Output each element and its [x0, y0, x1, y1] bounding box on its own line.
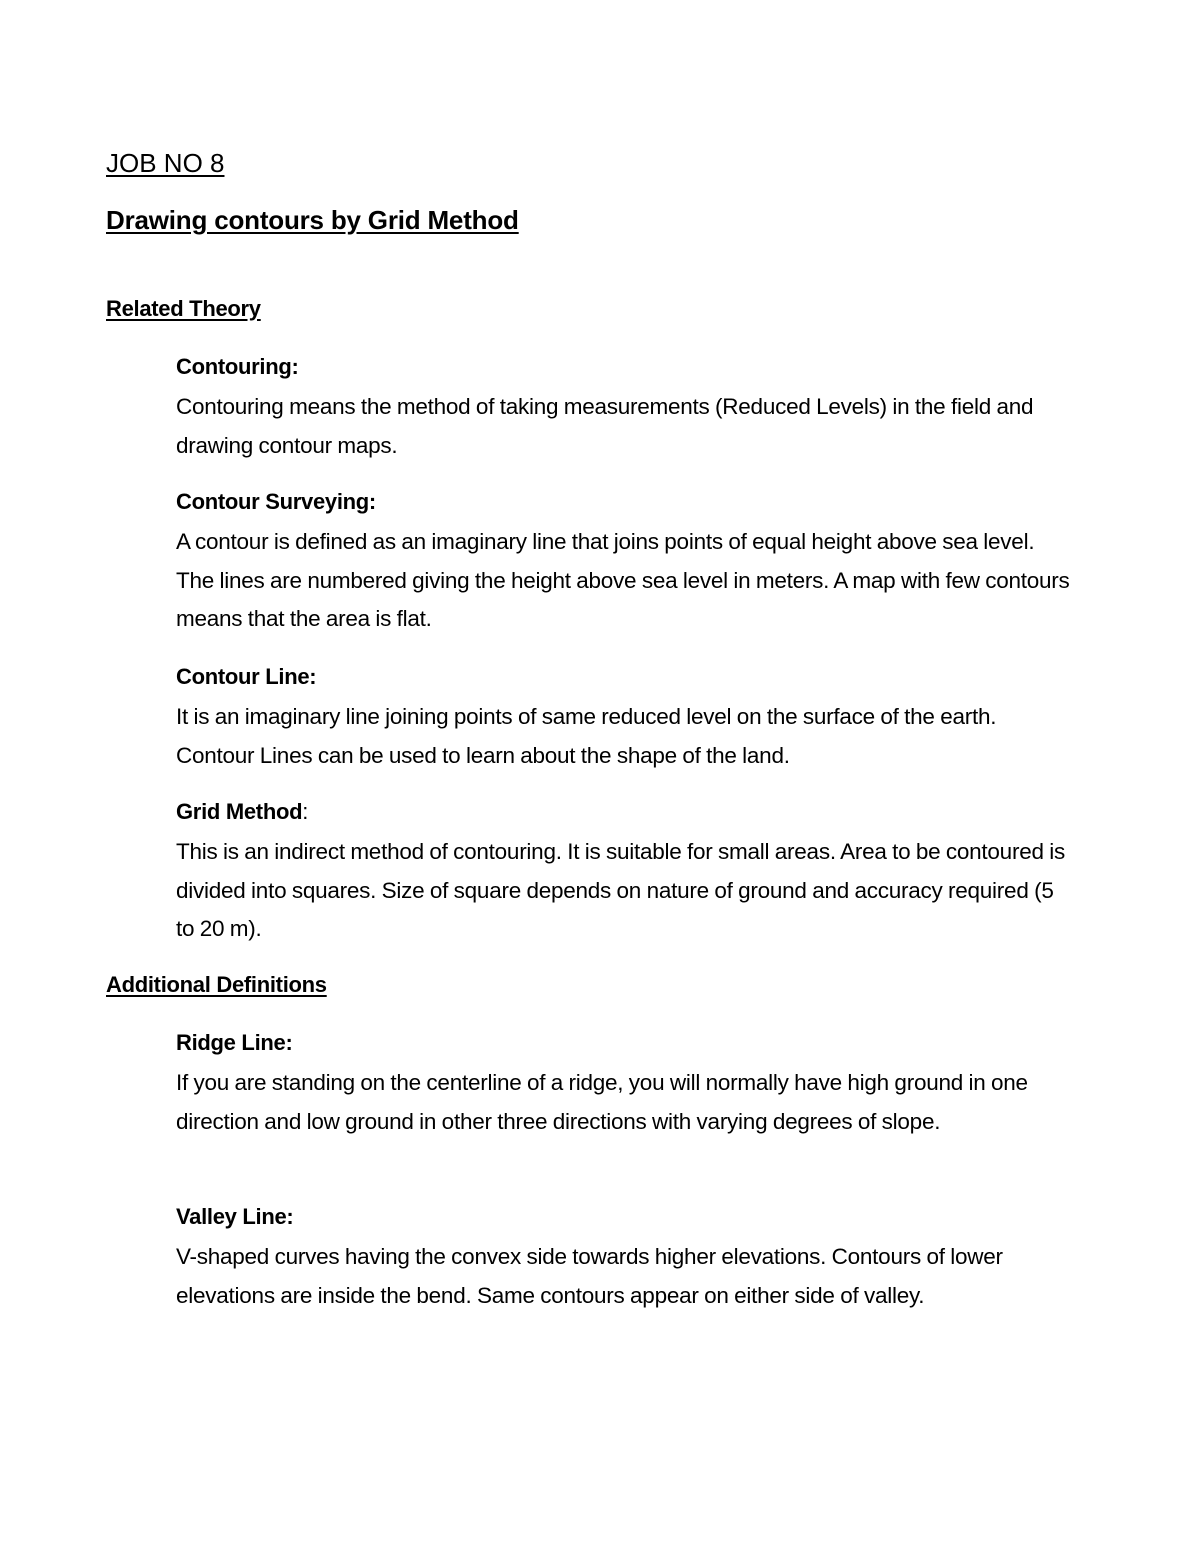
term-title: [176, 797, 1076, 827]
term-valley-line: [176, 1202, 1076, 1315]
term-grid-method: [176, 797, 1076, 949]
term-title: Contouring:: [176, 354, 299, 379]
term-ridge-line: [176, 1028, 1076, 1141]
term-title-text: Grid Method: [176, 799, 303, 824]
term-contour-line: [176, 662, 1076, 775]
page-title: Drawing contours by Grid Method: [106, 205, 519, 235]
term-body: It is an imaginary line joining points of same reduced level on the surface of the earth. Contour Lines can be used to learn about the shape of the land.: [176, 704, 997, 768]
term-body: If you are standing on the centerline of a ridge, you will normally have high ground in one direction and low ground in other three directions with varying degrees of slope.: [176, 1070, 1028, 1134]
term-contouring: [176, 352, 1076, 465]
term-title: Contour Surveying:: [176, 489, 376, 514]
term-body: This is an indirect method of contouring. It is suitable for small areas. Area to be contoured is divided into squares. Size of square depends on nature of ground and accuracy required (5 to 20 m).: [176, 839, 1065, 942]
term-body: A contour is defined as an imaginary line that joins points of equal height above sea level. The lines are numbered giving the height above sea level in meters. A map with few contours means that the area is flat.: [176, 529, 1070, 632]
additional-definitions-heading: Additional Definitions: [106, 972, 327, 997]
term-title: Contour Line:: [176, 664, 317, 689]
related-theory-heading: Related Theory: [106, 296, 261, 321]
term-title-colon: :: [302, 799, 309, 824]
term-contour-surveying: [176, 487, 1076, 639]
term-body: Contouring means the method of taking measurements (Reduced Levels) in the field and drawing contour maps.: [176, 394, 1034, 458]
term-title: Ridge Line:: [176, 1030, 293, 1055]
term-body: V-shaped curves having the convex side towards higher elevations. Contours of lower elevations are inside the bend. Same contours appear on either side of valley.: [176, 1244, 1003, 1308]
job-number: JOB NO 8: [106, 148, 225, 178]
term-title: Valley Line:: [176, 1204, 294, 1229]
